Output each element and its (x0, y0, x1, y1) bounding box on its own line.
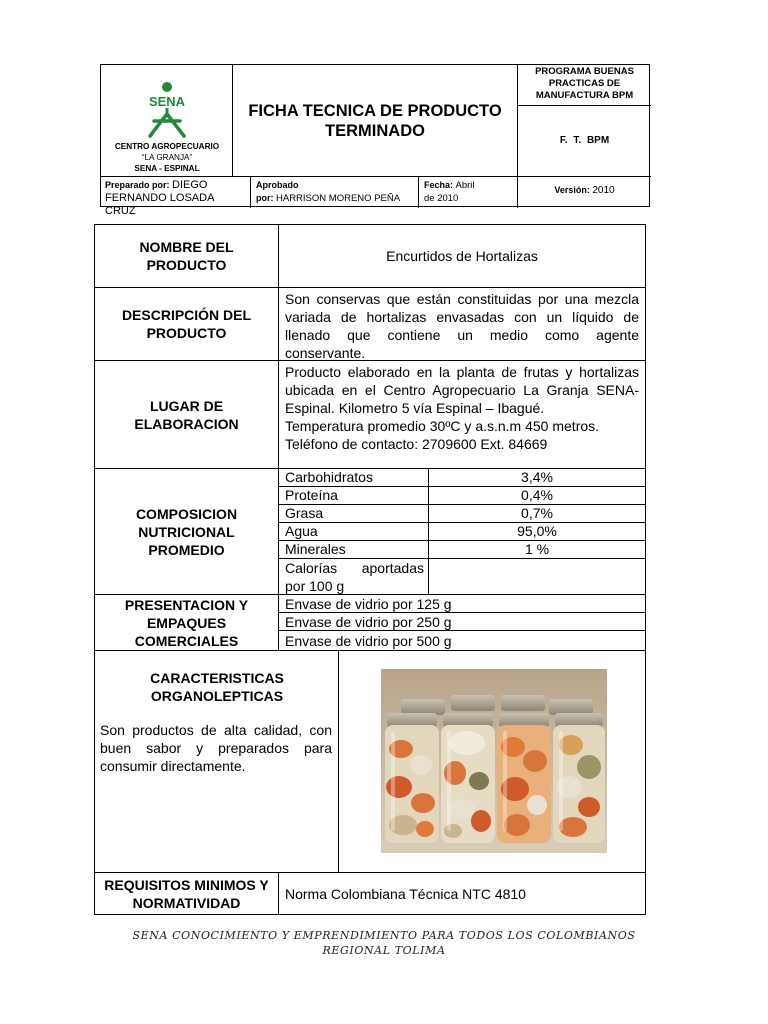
production-place-row (95, 361, 645, 469)
organoleptic-value: Son productos de alta calidad, con buen sabor y preparados para consumir directamente. (100, 722, 332, 774)
nutrition-item-value: 0,4% (521, 487, 553, 503)
program-name (518, 65, 651, 106)
sena-logo-icon (132, 81, 202, 139)
center-name-line: CENTRO AGROPECUARIO (114, 142, 220, 151)
nutrition-item-value (429, 559, 645, 595)
approved-por-label: por (256, 193, 271, 203)
version-label: Versión (554, 185, 587, 195)
page-footer (0, 928, 768, 958)
center-name (101, 141, 233, 174)
nutrition-item (279, 559, 645, 595)
presentation-item: Envase de vidrio por 125 g (279, 595, 645, 613)
prepared-by-label: Preparado por (105, 180, 167, 190)
nutrition-row (95, 469, 645, 595)
production-place-temperature: Temperatura promedio 30ºC y a.s.n.m 450 metros. (285, 418, 600, 434)
nutrition-item (279, 469, 645, 487)
nutrition-item-value: 95,0% (517, 523, 557, 539)
production-place-label: LUGAR DE ELABORACION (95, 361, 279, 468)
nutrition-label: COMPOSICION NUTRICIONAL PROMEDIO (95, 469, 279, 594)
center-name-line: SENA - ESPINAL (134, 164, 200, 173)
product-description-value: Son conservas que están constituidas por una mezcla variada de hortalizas envasadas con un líquido de llenado que contiene un medio como agente conservante. (285, 291, 639, 361)
approved-by: Aprobado por: HARRISON MORENO PEÑA (251, 177, 419, 208)
center-name-line: “LA GRANJA” (141, 153, 193, 162)
nutrition-item (279, 523, 645, 541)
version-cell: Versión: 2010 (554, 185, 615, 196)
footer-region: REGIONAL TOLIMA (322, 944, 446, 957)
nutrition-item-name: Carbohidratos (279, 469, 429, 486)
prepared-by-name-cont: FERNANDO LOSADA CRUZ (105, 192, 214, 217)
presentation-label: PRESENTACION Y EMPAQUES COMERCIALES (95, 595, 279, 650)
document-header (100, 64, 650, 217)
nutrition-item (279, 505, 645, 523)
logo-cell (101, 65, 233, 177)
footer-slogan: SENA CONOCIMIENTO Y EMPRENDIMIENTO PARA TODOS LOS COLOMBIANOS (132, 929, 636, 942)
nutrition-item (279, 487, 645, 505)
document-code-text: F. T. BPM (559, 135, 610, 146)
nutrition-item-name: Calorías aportadas por 100 g (279, 559, 429, 595)
organoleptic-row (95, 651, 645, 873)
production-place-phone: Teléfono de contacto: 2709600 Ext. 84669 (285, 436, 548, 452)
nutrition-item-value: 1 % (524, 541, 550, 557)
document-title-text: FICHA TECNICA DE PRODUCTO TERMINADO (248, 101, 502, 140)
organoleptic-label: CARACTERISTICAS ORGANOLEPTICAS (150, 670, 284, 704)
presentation-row (95, 595, 645, 651)
product-name-label: NOMBRE DEL PRODUCTO (95, 225, 279, 287)
organoleptic-cell (95, 651, 339, 872)
nutrition-item-value: 0,7% (521, 505, 553, 521)
product-table (94, 224, 646, 915)
document-code (518, 106, 651, 177)
pickled-vegetables-jars-photo (381, 669, 607, 853)
date-value: Abril (455, 180, 475, 191)
product-description-row (95, 288, 645, 361)
date-value-cont: de 2010 (424, 193, 459, 204)
date-cell: Fecha: Abril de 2010 (419, 177, 518, 208)
approved-name: HARRISON MORENO PEÑA (276, 193, 401, 204)
prepared-by-name: DIEGO (172, 179, 208, 191)
nutrition-item-name: Minerales (279, 541, 429, 558)
presentation-item: Envase de vidrio por 500 g (285, 633, 452, 649)
version-value: 2010 (592, 185, 615, 196)
nutrition-item-name: Grasa (279, 505, 429, 522)
nutrition-item (279, 541, 645, 559)
nutrition-item-value: 3,4% (521, 469, 553, 485)
requirements-label: REQUISITOS MINIMOS Y NORMATIVIDAD (95, 873, 279, 914)
product-description-label: DESCRIPCIÓN DEL PRODUCTO (95, 288, 279, 360)
sena-logo (101, 81, 233, 139)
production-place-text: Producto elaborado en la planta de frutas y hortalizas ubicada en el Centro Agropecuario La Granja SENA-Espinal. Kilometro 5 vía Espinal – Ibagué. (285, 364, 639, 416)
approved-label: Aprobado (256, 180, 299, 190)
program-name-text: PROGRAMA BUENAS PRACTICAS DE MANUFACTURA BPM (535, 66, 634, 101)
requirements-value: Norma Colombiana Técnica NTC 4810 (285, 885, 526, 902)
document-title (233, 65, 518, 177)
requirements-row (95, 873, 645, 914)
logo-text: SENA (148, 94, 186, 109)
date-label: Fecha (424, 180, 451, 190)
prepared-by: Preparado por: DIEGO FERNANDO LOSADA CRUZ (101, 177, 251, 208)
product-name-row (95, 225, 645, 288)
production-place-value (279, 361, 645, 468)
presentation-item: Envase de vidrio por 250 g (279, 613, 645, 631)
product-name-value: Encurtidos de Hortalizas (386, 248, 538, 264)
nutrition-item-name: Proteína (279, 487, 429, 504)
nutrition-item-name: Agua (279, 523, 429, 540)
